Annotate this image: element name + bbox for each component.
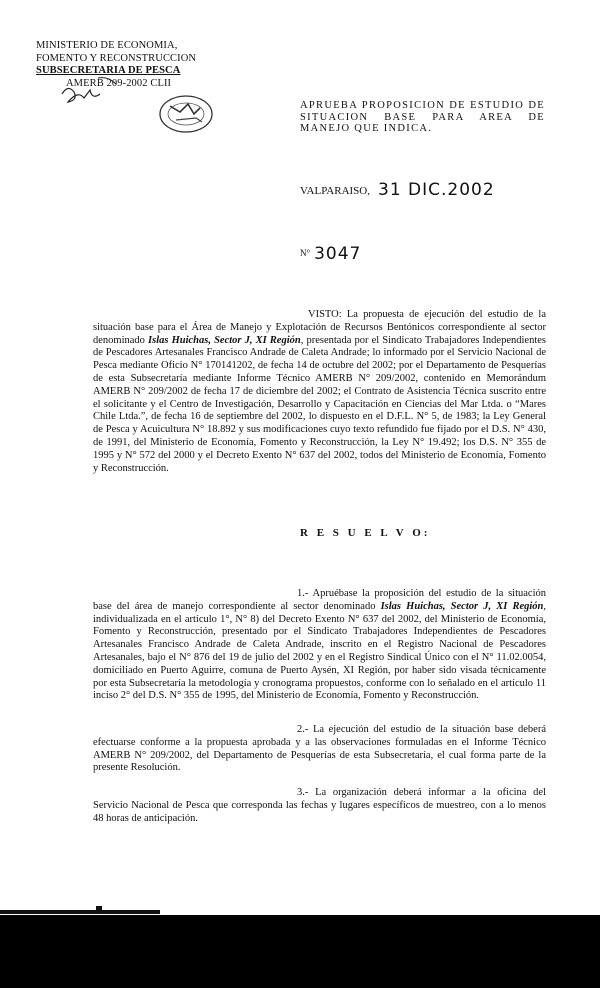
resolution-item-3 bbox=[93, 787, 546, 825]
visto-paragraph bbox=[93, 309, 546, 475]
number-label: N° bbox=[300, 248, 311, 258]
item-1-rest: , individualizada en el artículo 1°, N° 8) del Decreto Exento N° 637 del 2002, del Ministerio de Economía, Fomento y Reconstrucción, presentado por el Sindicato Trabajadores Independientes de Pescadores Artesanales Francisco Andrade de Caleta Andrade, inscrito en el Registro Nacional de Pescadores Artesanales, bajo el N° 876 del 19 de julio del 2002 y en el Registro Sindical Único con el N° 11.02.0054, domiciliado en Puerto Aguirre, comuna de Puerto Aysén, XI Región, por haber sido visada técnicamente por esta Subsecretaría la metodología y cronograma propuestos, conforme con lo señalado en el artículo 11 inciso 2° del D.S. N° 355 de 1995, del Ministerio de Economía, Fomento y Reconstrucción. bbox=[93, 600, 546, 702]
date-stamp: 31 DIC.2002 bbox=[378, 180, 495, 200]
resolution-item-1 bbox=[93, 588, 546, 703]
ministry-line-2: FOMENTO Y RECONSTRUCCION bbox=[36, 52, 197, 64]
visto-lead: VISTO: La propuesta de ejecución del estudio de la situación base para el Área de Manejo y Explotación de Recursos Bentónicos correspondiente al sector denominado bbox=[93, 309, 546, 346]
ministry-line-1: MINISTERIO DE ECONOMIA, bbox=[36, 40, 178, 51]
scan-black-border bbox=[0, 915, 600, 988]
visto-rest: , presentada por el Sindicato Trabajadores Independientes de Pescadores Artesanales Francisco Andrade de Caleta Andrade; lo informado por el Servicio Nacional de Pesca mediante Oficio N° 170141202, de fecha 14 de octubre del 2002; por el Departamento de Pesquerías de esta Subsecretaría mediante Informe Técnico AMERB N° 209/2002, contenido en Memorándum AMERB N° 209/2002 de fecha 17 de diciembre del 2002; el Contrato de Asistencia Técnica suscrito entre el solicitante y el Centro de Investigación, Desarrollo y Capacitación en Ciencias del Mar Ltda. o “Mares Chile Ltda.”, de fecha 16 de septiembre del 2002, lo dispuesto en el D.F.L. N° 5, de 1983; la Ley General de Pesca y Acuicultura N° 18.892 y sus modificaciones cuyo texto refundido fue fijado por el D.S. N° 430, de 1991, del Ministerio de Economía, Fomento y Reconstrucción, la Ley N° 19.492; los D.S. N° 355 de 1995 y N° 572 del 2000 y el Decreto Exento N° 637 del 2002, todos del Ministerio de Economía, Fomento y Reconstrucción. bbox=[93, 334, 546, 474]
place: VALPARAISO, bbox=[300, 185, 370, 197]
reference-code: AMERB 209-2002 CLII bbox=[66, 77, 172, 89]
item-2-text: 2.- La ejecución del estudio de la situación base deberá efectuarse conforme a la propuesta aprobada y a las observaciones formuladas en el Informe Técnico AMERB N° 209/2002, del Departamento de Pesquerías de esta Subsecretaría, el cual forma parte de la presente Resolución. bbox=[93, 724, 546, 774]
official-stamp-and-initials bbox=[58, 76, 233, 136]
resolution-subject: APRUEBA PROPOSICION DE ESTUDIO DE SITUACION BASE PARA AREA DE MANEJO QUE INDICA. bbox=[300, 100, 545, 134]
item-1-lead: 1.- Apruébase la proposición del estudio de la situación base del área de manejo correspondiente al sector denominado bbox=[93, 588, 546, 612]
place-and-date bbox=[300, 180, 495, 200]
number-value: 3047 bbox=[314, 244, 362, 264]
visto-sector: Islas Huichas, Sector J, XI Región bbox=[148, 334, 301, 346]
subsecretaria-line: SUBSECRETARIA DE PESCA bbox=[36, 65, 181, 76]
resolution-item-2 bbox=[93, 724, 546, 775]
item-3-text: 3.- La organización deberá informar a la oficina del Servicio Nacional de Pesca que corresponda las fechas y lugares específicos de muestreo, con a lo menos 48 horas de anticipación. bbox=[93, 787, 546, 824]
item-1-sector: Islas Huichas, Sector J, XI Región bbox=[380, 600, 544, 612]
scan-edge-mark bbox=[0, 904, 160, 914]
resolution-number bbox=[300, 244, 361, 264]
resuelvo-heading: R E S U E L V O: bbox=[300, 527, 431, 539]
